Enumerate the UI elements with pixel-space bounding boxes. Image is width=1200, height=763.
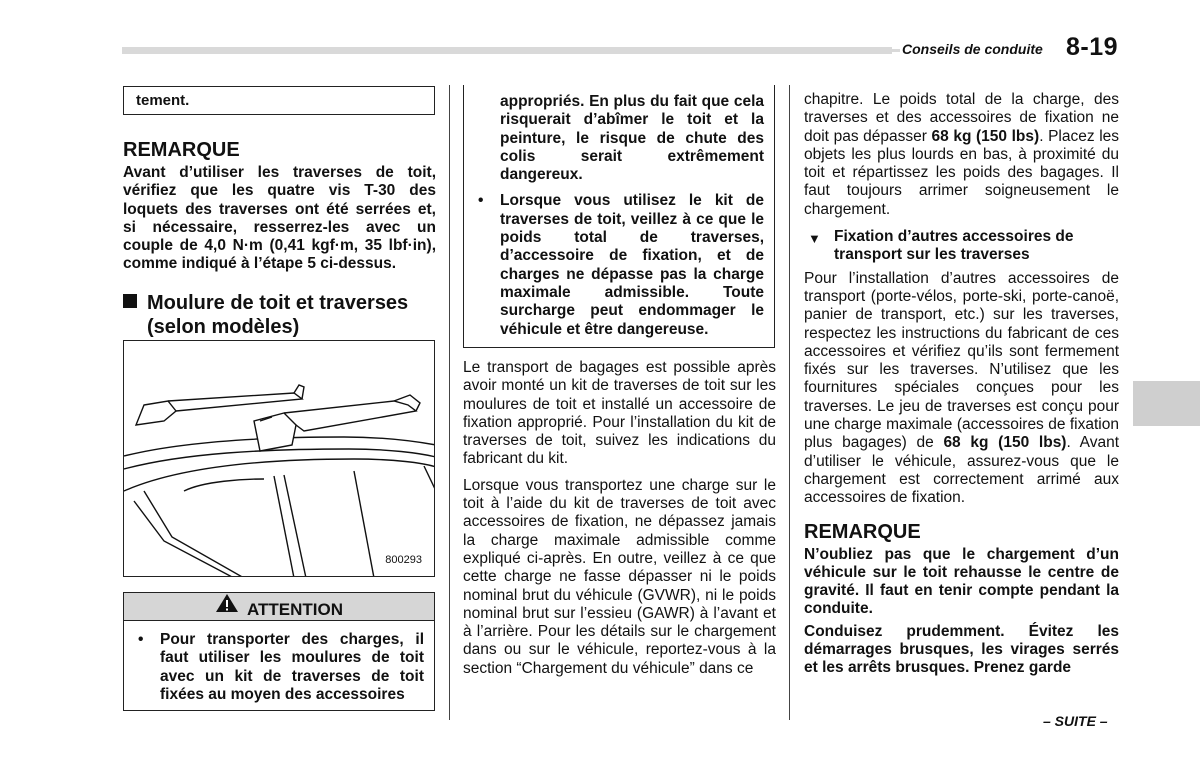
attention-continued-box (463, 85, 775, 348)
bullet-dot: • (478, 192, 484, 210)
attention-label: ATTENTION (246, 600, 343, 619)
accessoires-value: 68 kg (150 lbs) (943, 434, 1067, 452)
column-divider-1 (449, 85, 450, 720)
poids-text-a: chapitre. Le poids total de la charge, des traverses et des accessoires de fixation ne doit pas dépasser (804, 91, 1119, 145)
header-rule (122, 47, 892, 54)
column-divider-2 (789, 85, 790, 720)
remarque-2-text-2: Conduisez prudemment. Évitez les démarrages brusques, les virages serrés et les arrêts brusques. Prenez garde (804, 622, 1119, 677)
triangle-down-icon: ▼ (808, 231, 821, 247)
subsection-heading (804, 228, 1119, 265)
roof-rack-illustration (124, 341, 435, 577)
paragraph-accessoires (804, 270, 1119, 508)
accessoires-text-c: . Avant d’utiliser le véhicule, assurez-vous que le chargement est correctement arrimé aux accessoires de fixation. (804, 434, 1119, 507)
paragraph-poids (804, 91, 1119, 219)
attention-body (123, 620, 435, 711)
section-heading (123, 291, 408, 339)
attention-bullet-text: Pour transporter des charges, il faut utiliser les moulures de toit avec un kit de traverses de toit fixées au moyen des accessoires (160, 631, 424, 703)
body-column-2 (463, 359, 776, 678)
subsection-title: Fixation d’autres accessoires de transport sur les traverses (834, 228, 1074, 264)
remarque-2-text-1: N’oubliez pas que le chargement d’un véhicule sur le toit rehausse le centre de gravité. Il faut en tenir compte pendant la conduite. (804, 545, 1119, 618)
poids-value: 68 kg (150 lbs) (931, 127, 1040, 145)
header-rule-end (890, 49, 900, 52)
square-bullet-icon (123, 294, 137, 308)
poids-text-c: . Placez les objets les plus lourds en bas, à proximité du toit et répartissez les poids des bagages. Il faut toujours arrimer soigneusement le chargement. (804, 127, 1120, 218)
remarque-block (123, 164, 436, 274)
page-number: 8-19 (1066, 33, 1119, 61)
attention-bullet-2-text: Lorsque vous utilisez le kit de traverses de toit, veillez à ce que le poids total de traverses, d’accessoire de fixation, et de charges ne dépasse pas la charge maximale admissible. Toute surcharge peut endommager le véhicule et être dangereuse. (500, 192, 764, 338)
roof-rack-figure (123, 340, 435, 577)
accessoires-text-a: Pour l’installation d’autres accessoires de transport (porte-vélos, porte-ski, porte-canoë, panier de transport, etc.) sur les traverses, respectez les instructions du fabricant de ces accessoires et vérifiez qu’ils sont fermement fixés sur les traverses. N’utilisez que les fournitures spéciales conçues pour les traverses. Le jeu de traverses est conçu pour une charge maximale (accessoires de fixation plus bagages) de (804, 269, 1119, 452)
continued-box (123, 86, 435, 115)
warning-triangle-icon (215, 593, 239, 613)
paragraph-charge: Lorsque vous transportez une charge sur le toit à l’aide du kit de traverses de toit avec accessoires de fixation, ne dépassez jamais la charge maximale admissible comme expliqué ci-après. En outre, veillez à ce que cette charge ne fasse dépasser ni le poids nominal brut du véhicule (GVWR), ni le poids nominal brut sur l’essieu (GAWR) à l’avant et à l’arrière. Pour les détails sur le chargement dans ou sur le véhicule, reportez-vous à la section “Chargement du véhicule” dans ce (463, 476, 776, 677)
attention-bullet (124, 631, 424, 704)
remarque-heading-2: REMARQUE (804, 520, 921, 543)
chapter-tab (1133, 381, 1200, 426)
paragraph-transport: Le transport de bagages est possible après avoir monté un kit de traverses de toit sur les moulures de toit et installé un accessoire de fixation approprié. Pour l’installation du kit de traverses de toit, suivez les indications du fabricant du kit. (463, 359, 776, 468)
remarque-text: Avant d’utiliser les traverses de toit, vérifiez que les quatre vis T-30 des loquets des traverses ont été serrées et, si nécessaire, resserrez-les avec un couple de 4,0 N·m (0,41 kgf·m, 35 lbf·in), comme indiqué à l’étape 5 ci-dessus. (123, 164, 436, 273)
section-name: Conseils de conduite (902, 41, 1043, 57)
remarque-heading: REMARQUE (123, 139, 240, 161)
attention-cont-text: appropriés. En plus du fait que cela risquerait d’abîmer le toit et la peinture, le risque de chute des colis serait extrêmement dangereux. (500, 93, 764, 184)
continued-marker: – SUITE – (1043, 713, 1108, 729)
bullet-dot: • (138, 631, 144, 648)
attention-continued (464, 93, 764, 339)
body-column-3 (804, 91, 1119, 678)
continued-text: tement. (136, 92, 190, 109)
attention-header (123, 592, 435, 621)
section-title-line1: Moulure de toit et traverses (147, 292, 409, 314)
section-title-line2: (selon modèles) (147, 316, 300, 338)
figure-number: 800293 (385, 554, 422, 566)
